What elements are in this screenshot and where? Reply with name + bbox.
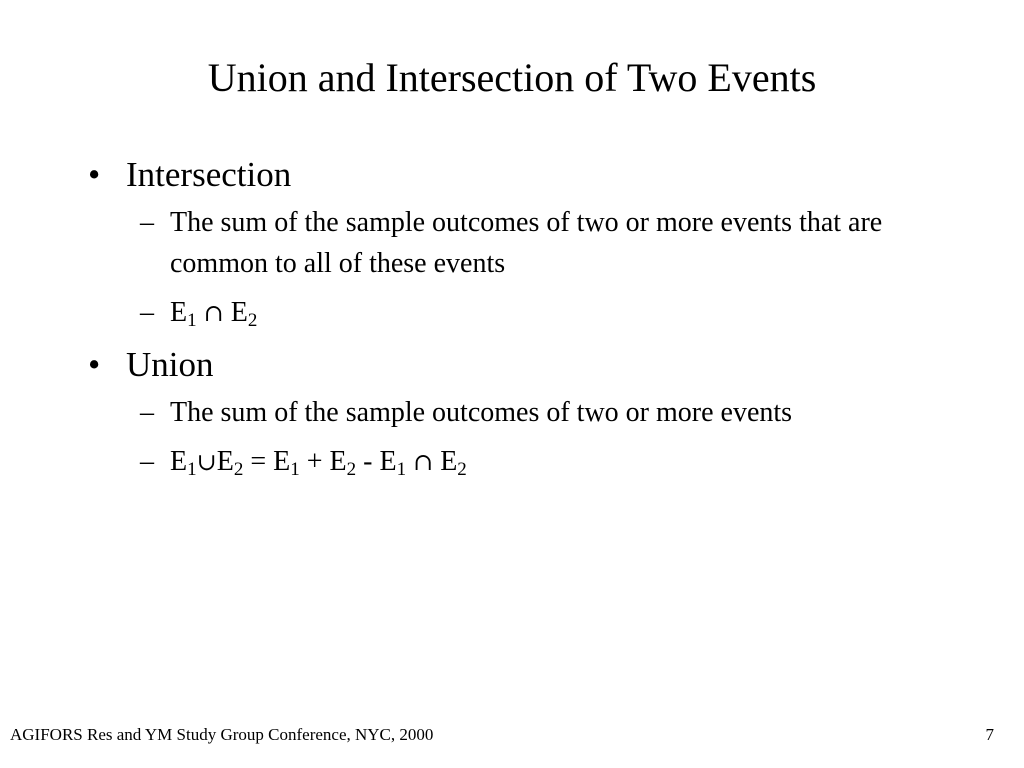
bullet-list (88, 152, 948, 491)
event-e2: $E_2$ (230, 297, 258, 331)
page-number: 7 (985, 725, 994, 744)
event-e2: $E_2$ (440, 446, 467, 480)
dash-marker: – (140, 207, 154, 238)
footer-conference: AGIFORS Res and YM Study Group Conference, NYC, 2000 (10, 725, 434, 744)
union-formula (170, 446, 467, 480)
bullet-label-union: Union (126, 345, 214, 384)
bullet-marker: • (88, 345, 101, 384)
dash-marker: – (140, 446, 154, 477)
slide-title: Union and Intersection of Two Events (207, 55, 817, 100)
intersection-symbol: ∩ (203, 299, 224, 327)
plus-sign: + (306, 446, 323, 477)
subitem-union-formula (88, 441, 948, 483)
event-e1: $E_1$ (379, 446, 407, 480)
subitem-intersection-formula (88, 292, 948, 334)
bullet-label-intersection: Intersection (126, 155, 292, 194)
bullet-union (88, 342, 948, 388)
bullet-intersection (88, 152, 948, 198)
equals-sign: = (250, 446, 267, 477)
minus-sign: - (363, 446, 373, 477)
dash-marker: – (140, 297, 154, 328)
event-e2: $E_2$ (329, 446, 357, 480)
intersection-formula (170, 297, 258, 331)
event-e2: $E_2$ (216, 446, 244, 480)
union-definition-text: The sum of the sample outcomes of two or more events (170, 397, 793, 428)
subitem-union-definition (88, 392, 948, 433)
event-e1: $E_1$ (170, 297, 197, 331)
bullet-marker: • (88, 155, 101, 194)
event-e1: $E_1$ (273, 446, 300, 480)
intersection-definition-text: The sum of the sample outcomes of two or more events that are common to all of these events (170, 207, 883, 279)
dash-marker: – (140, 397, 154, 428)
union-symbol: ∪ (196, 448, 217, 476)
subitem-intersection-definition (88, 202, 948, 284)
intersection-symbol: ∩ (413, 448, 434, 476)
event-e1: $E_1$ (170, 446, 197, 480)
